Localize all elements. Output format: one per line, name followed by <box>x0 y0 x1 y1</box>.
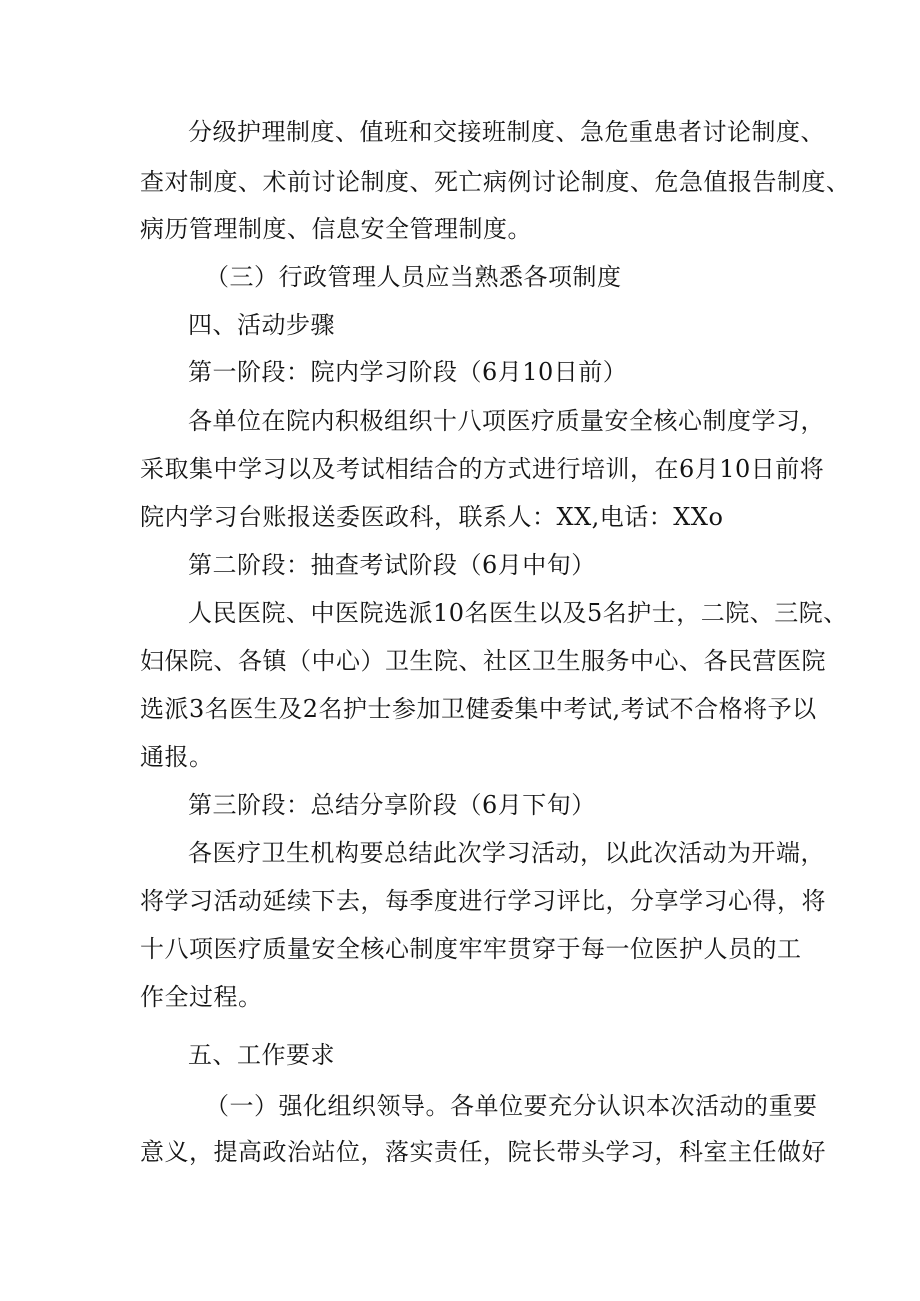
stage-heading: 第三阶段：总结分享阶段（6月下旬） <box>188 791 596 819</box>
paragraph-line: 查对制度、术前讨论制度、死亡病例讨论制度、危急值报告制度、 <box>140 168 851 196</box>
section-heading: 五、工作要求 <box>188 1041 335 1069</box>
paragraph-line: 院内学习台账报送委医政科，联系人：XX,电话：XXo <box>140 503 724 531</box>
paragraph-line: 意义，提高政治站位，落实责任，院长带头学习，科室主任做好 <box>140 1138 826 1166</box>
section-heading: 四、活动步骤 <box>188 311 335 339</box>
paragraph-line: 十八项医疗质量安全核心制度牢牢贯穿于每一位医护人员的工 <box>140 935 802 963</box>
paragraph-line: 人民医院、中医院选派10名医生以及5名护士，二院、三院、 <box>188 599 848 627</box>
paragraph-line: 各单位在院内积极组织十八项医疗质量安全核心制度学习， <box>188 407 825 435</box>
paragraph-line: 各医疗卫生机构要总结此次学习活动，以此次活动为开端， <box>188 839 825 867</box>
paragraph-line: （一）强化组织领导。各单位要充分认识本次活动的重要 <box>205 1092 818 1120</box>
paragraph-line: 作全过程。 <box>140 983 263 1011</box>
paragraph-line: 分级护理制度、值班和交接班制度、急危重患者讨论制度、 <box>188 118 825 146</box>
paragraph-line: 病历管理制度、信息安全管理制度。 <box>140 215 532 243</box>
paragraph-line: 选派3名医生及2名护士参加卫健委集中考试,考试不合格将予以 <box>140 695 817 723</box>
stage-heading: 第二阶段：抽查考试阶段（6月中旬） <box>188 551 596 579</box>
paragraph-line: 通报。 <box>140 743 214 771</box>
section-subheading: （三）行政管理人员应当熟悉各项制度 <box>205 263 622 291</box>
paragraph-line: 将学习活动延续下去，每季度进行学习评比，分享学习心得，将 <box>140 887 826 915</box>
paragraph-line: 采取集中学习以及考试相结合的方式进行培训，在6月10日前将 <box>140 455 825 483</box>
stage-heading: 第一阶段：院内学习阶段（6月10日前） <box>188 358 628 386</box>
paragraph-line: 妇保院、各镇（中心）卫生院、社区卫生服务中心、各民营医院 <box>140 647 826 675</box>
